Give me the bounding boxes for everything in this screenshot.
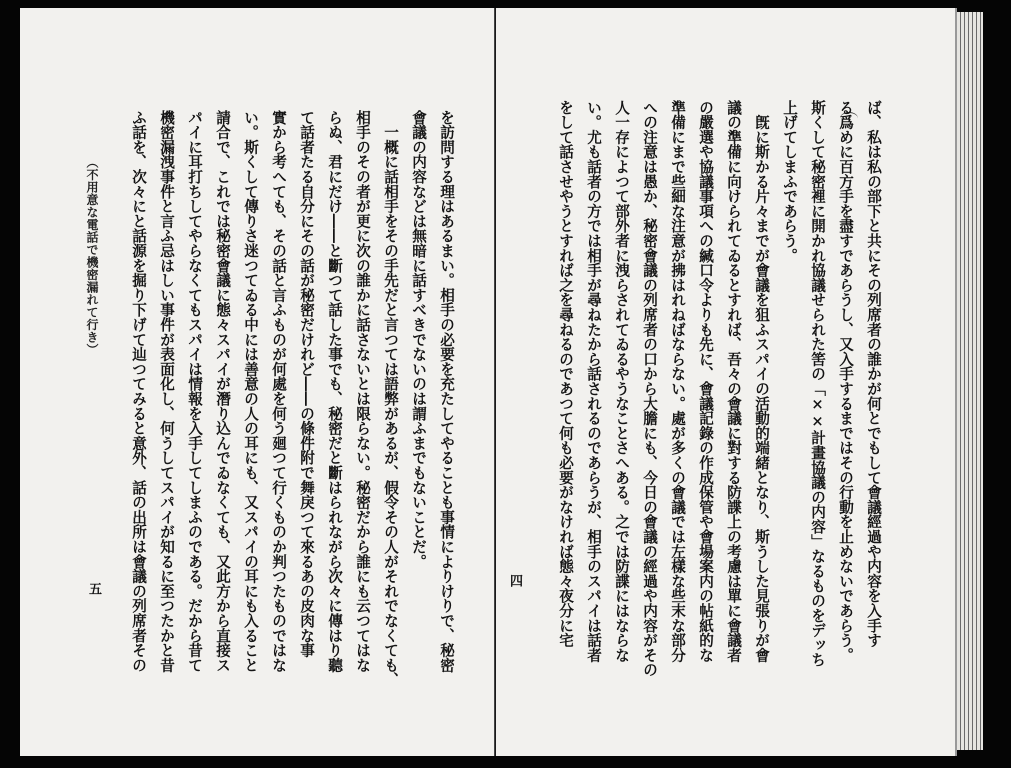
text-column: 會議の内容などは無暗に話すべきでないのは謂ふまでもないことだ。 bbox=[410, 110, 427, 569]
page-edges bbox=[957, 12, 983, 750]
text-column: て話者たる自分にその話が秘密だけれど――の條件附で舞戾つて來るあの皮肉な事 bbox=[298, 110, 315, 658]
text-column: を訪問する理はあるまい。相手の必要を充たしてやることも事情によりけりで、秘密 bbox=[438, 110, 455, 673]
text-column: ふ話を、次々にと話源を掘り下げて辿つてみると意外、話の出所は會議の列席者その bbox=[130, 110, 147, 673]
text-column: パイに耳打ちしてやらなくてもスパイは情報を入手してしまふのである。だから昔て bbox=[186, 110, 203, 673]
text-column: をして話させやうとすれば之を尋ねるのであつて何も必要がなければ態々夜分に宅 bbox=[557, 100, 574, 648]
text-column: る爲めに百方手を盡すであらうし、又入手するまではその行動を止めないであらう。 bbox=[837, 100, 854, 663]
text-column: ば、私は私の部下と共にその列席者の誰かが何とでもして會議經過や内容を入手す bbox=[865, 100, 882, 648]
text-column: 斯くして秘密裡に開かれ協議せられた筈の「××計畫協議の内容」なるものをデッち bbox=[809, 100, 826, 668]
text-column: 相手のその者が更に次の誰かに話さないとは限らない。秘密だから誰にも云つてはな bbox=[354, 110, 371, 673]
text-column: 議の準備に向けられてゐるとすれば、吾々の會議に對する防諜上の考慮は單に會議者 bbox=[725, 100, 742, 663]
text-column: 一概に話相手をその手先だと言つては語弊があるが、假令その人がそれでなくても、 bbox=[382, 110, 399, 688]
text-column: 實から考へても、その話と言ふものが何處を何う廻つて行くものか判つたものではな bbox=[270, 110, 287, 673]
text-column: い。尤も話者の方では相手が尋ねたから話されるのであらうが、相手のスパイは話者 bbox=[585, 100, 602, 663]
text-column: 上げてしまふであらう。 bbox=[781, 100, 798, 263]
text-column: い。斯くして傳りさ迷つてゐる中には善意の人の耳にも、又スパイの耳にも入ること bbox=[242, 110, 259, 673]
text-column: 機密漏洩事件と言ふ忌はしい事件が表面化し、何うしてスパイが知るに至つたかと昔 bbox=[158, 110, 175, 673]
page-number: 五 bbox=[86, 582, 101, 595]
text-column: 請合で、これでは秘密會議に態々スパイが潛り込んでゐなくても、又此方から直接ス bbox=[214, 110, 231, 673]
text-column: 準備にまで些細な注意が拂はれねばならない。處が多くの會議では左樣な些末な部分 bbox=[669, 100, 686, 663]
right-page bbox=[495, 8, 957, 756]
left-page bbox=[20, 8, 495, 756]
text-column: 旣に斯かる片々までが會議を狙ふスパイの活動的端緒となり、斯うした見張りが會 bbox=[753, 100, 770, 663]
text-column: 人一存によつて部外者に洩らされてゐるやうなことさへある。之では防諜にはならな bbox=[613, 100, 630, 663]
text-column: らぬ、君にだけ――と斷つて話した事でも、秘密だと斷はられながら次々に傳はり聽 bbox=[326, 110, 343, 673]
text-column: への注意は愚か、秘密會議の列席者の口から大膽にも、今日の會議の經過や内容がその bbox=[641, 100, 658, 678]
text-column: の嚴選や協議事項への緘口令よりも先に、會議記錄の作成保管や會場案内の帖紙的な bbox=[697, 100, 714, 663]
margin-note: （不用意な電話で機密漏れて行き） bbox=[85, 156, 99, 356]
page-number: 四 bbox=[507, 574, 522, 587]
